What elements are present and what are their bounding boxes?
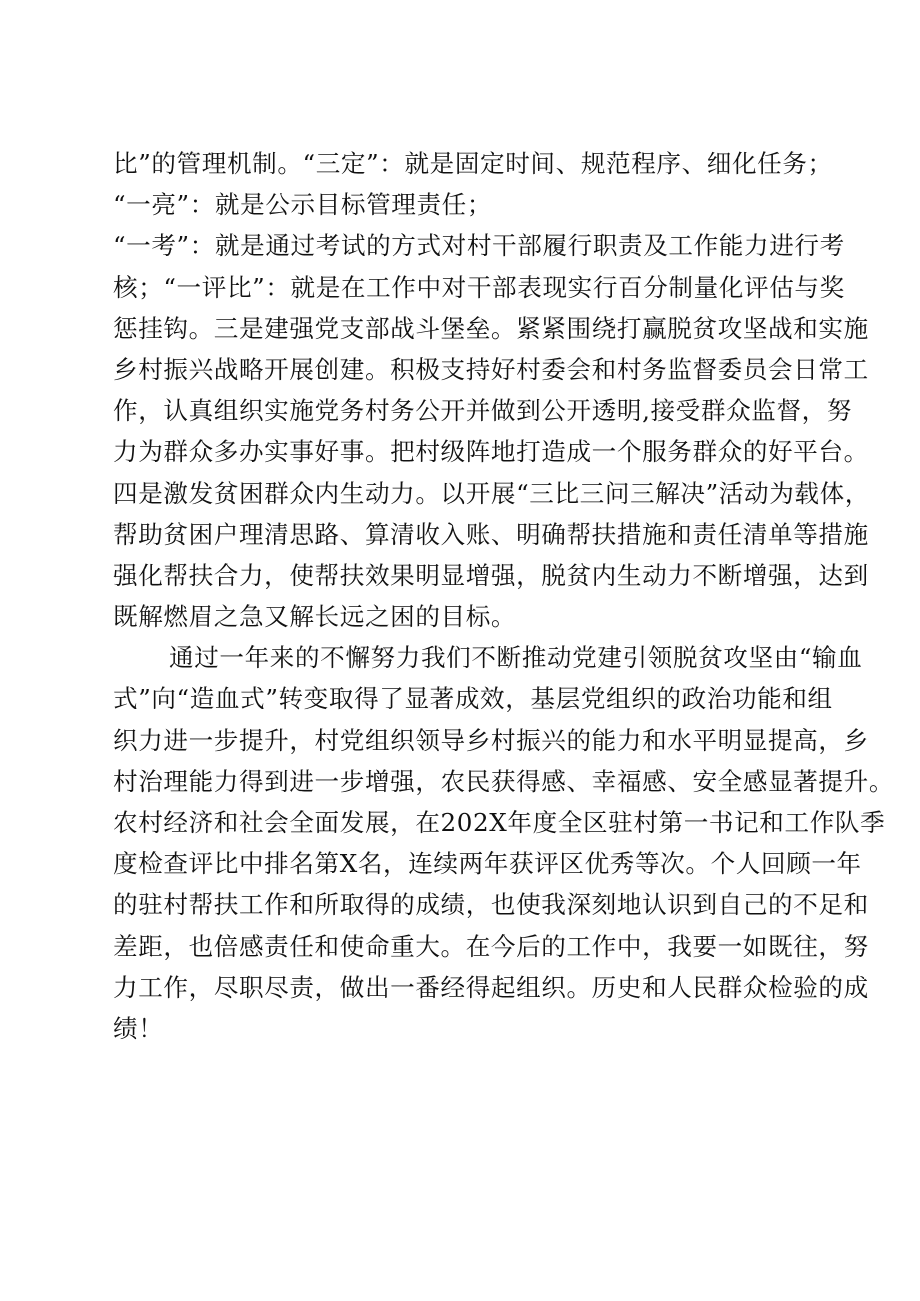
paragraph-first-line: 通过一年来的不懈努力我们不断推动党建引领脱贫攻坚由“输血 <box>169 643 863 673</box>
text-line: 力为群众多办实事好事。把村级阵地打造成一个服务群众的好平台。 <box>113 437 869 467</box>
text-line: 四是激发贫困群众内生动力。以开展“三比三问三解决”活动为载体， <box>113 478 870 508</box>
text-line: “一亮”：就是公示目标管理责任； <box>113 190 493 220</box>
text-line: 作，认真组织实施党务村务公开并做到公开透明,接受群众监督，努 <box>113 396 853 426</box>
text-line: “一考”：就是通过考试的方式对村干部履行职责及工作能力进行考 <box>113 231 845 261</box>
body-text <box>113 143 895 1049</box>
text-line: 乡村振兴战略开展创建。积极支持好村委会和村务监督委员会日常工 <box>113 354 869 384</box>
text-line: 农村经济和社会全面发展，在202X年度全区驻村第一书记和工作队季 <box>113 808 886 837</box>
text-line: 绩！ <box>113 1013 164 1043</box>
text-line: 强化帮扶合力，使帮扶效果明显增强，脱贫内生动力不断增强，达到 <box>113 560 869 590</box>
text-line: 比”的管理机制。“三定”：就是固定时间、规范程序、细化任务； <box>113 149 833 178</box>
text-line: 帮助贫困户理清思路、算清收入账、明确帮扶措施和责任清单等措施 <box>113 519 869 549</box>
text-line: 核；“一评比”：就是在工作中对干部表现实行百分制量化评估与奖 <box>113 272 845 302</box>
text-line: 差距，也倍感责任和使命重大。在今后的工作中，我要一如既往，努 <box>113 931 869 961</box>
text-line: 惩挂钩。三是建强党支部战斗堡垒。紧紧围绕打赢脱贫攻坚战和实施 <box>113 313 869 343</box>
text-line: 度检查评比中排名第X名，连续两年获评区优秀等次。个人回顾一年 <box>113 849 862 879</box>
text-line: 式”向“造血式”转变取得了显著成效，基层党组织的政治功能和组 <box>113 684 833 714</box>
text-line: 村治理能力得到进一步增强，农民获得感、幸福感、安全感显著提升。 <box>113 766 895 796</box>
text-line: 既解燃眉之急又解长远之困的目标。 <box>113 602 517 632</box>
text-line: 的驻村帮扶工作和所取得的成绩，也使我深刻地认识到自己的不足和 <box>113 890 869 920</box>
text-line: 织力进一步提升，村党组织领导乡村振兴的能力和水平明显提高，乡 <box>113 725 869 755</box>
text-line: 力工作，尽职尽责，做出一番经得起组织。历史和人民群众检验的成 <box>113 972 869 1002</box>
